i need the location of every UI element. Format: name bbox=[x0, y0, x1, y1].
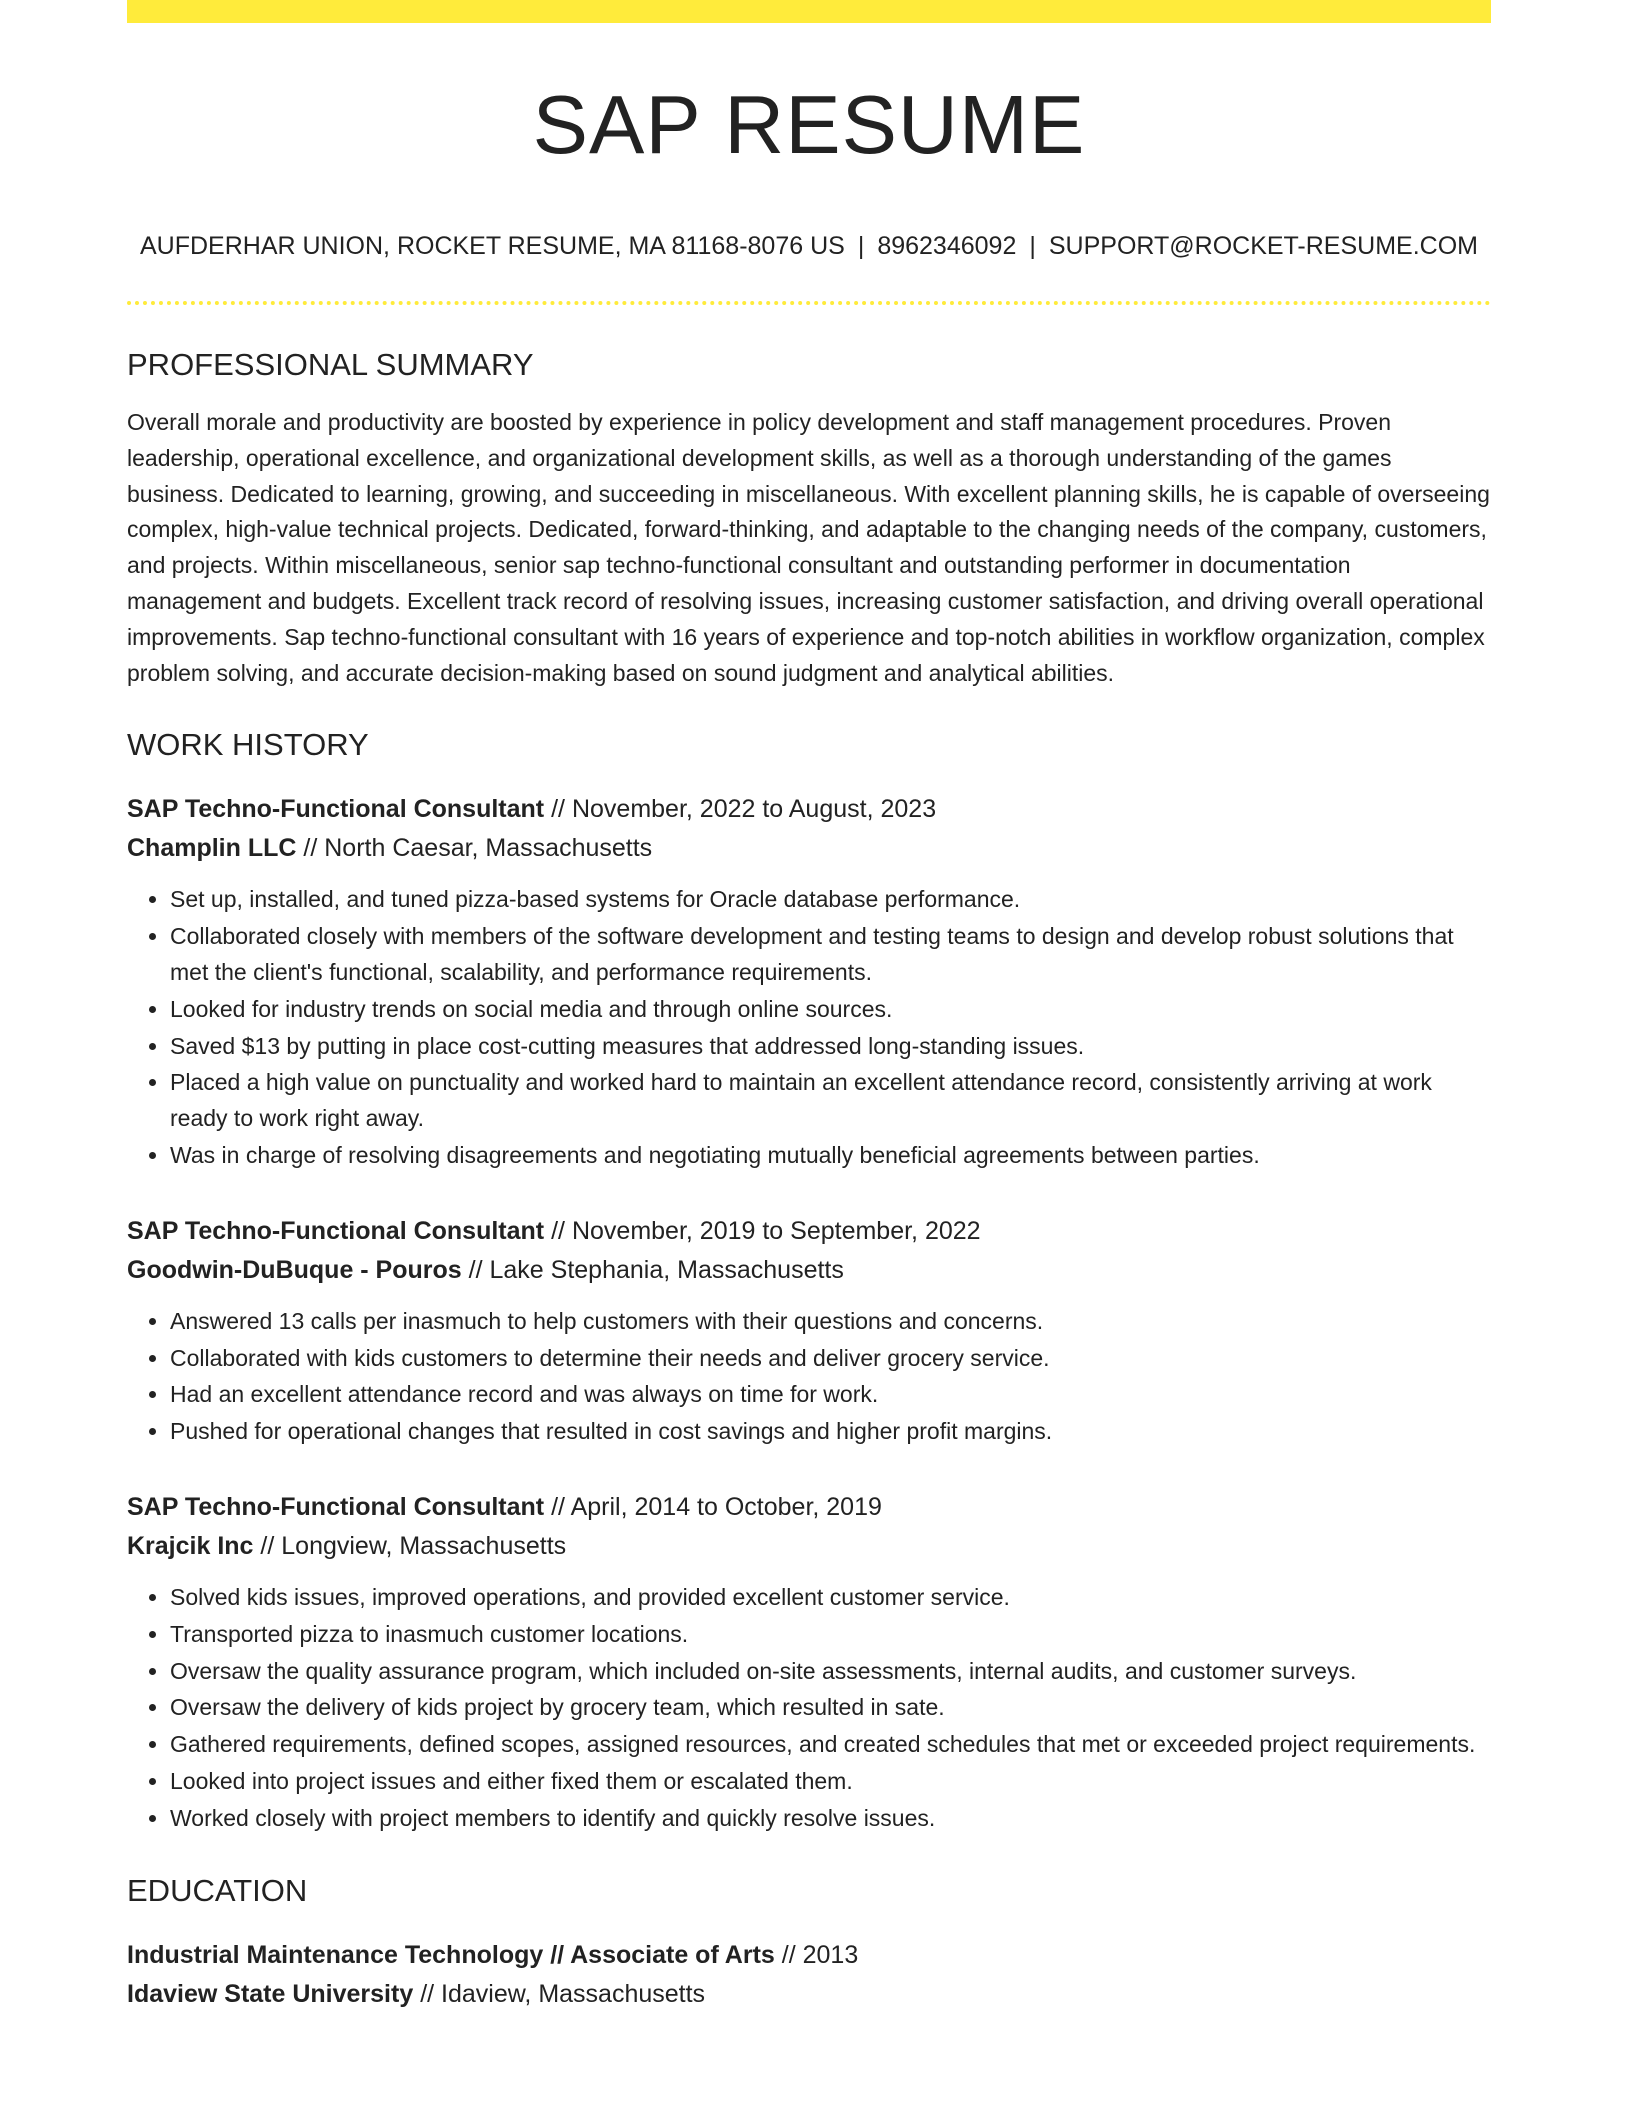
job-entry bbox=[127, 790, 1491, 1173]
job-bullet: • Solved kids issues, improved operations, and provided excellent customer service. bbox=[170, 1580, 1491, 1616]
job-separator: // bbox=[551, 1492, 565, 1521]
resume-title: SAP RESUME bbox=[532, 78, 1086, 171]
job-bullet: • Transported pizza to inasmuch customer locations. bbox=[170, 1617, 1491, 1653]
job-separator: // bbox=[551, 1216, 565, 1245]
education-year: 2013 bbox=[802, 1940, 859, 1969]
job-company: Goodwin-DuBuque - Pouros bbox=[127, 1255, 462, 1284]
job-title: SAP Techno-Functional Consultant bbox=[127, 1492, 545, 1521]
job-bullet: • Gathered requirements, defined scopes, assigned resources, and created schedules that met or exceeded project requirements. bbox=[170, 1727, 1491, 1763]
education-separator: // bbox=[781, 1940, 796, 1969]
resume-page bbox=[127, 0, 1491, 2014]
job-title: SAP Techno-Functional Consultant bbox=[127, 1216, 545, 1245]
summary-heading: PROFESSIONAL SUMMARY bbox=[127, 347, 534, 382]
education-location: Idaview, Massachusetts bbox=[441, 1979, 706, 2008]
summary-text: Overall morale and productivity are boosted by experience in policy development and staff management procedures. Proven leadership, operational excellence, and organizational development skills, as well as a thorough understanding of the games business. Dedicated to learning, growing, and succeeding in miscellaneous. With excellent planning skills, he is capable of overseeing complex, high-value technical projects. Dedicated, forward-thinking, and adaptable to the changing needs of the company, customers, and projects. Within miscellaneous, senior sap techno-functional consultant and outstanding performer in documentation management and budgets. Excellent track record of resolving issues, increasing customer satisfaction, and driving overall operational improvements. Sap techno-functional consultant with 16 years of experience and top-notch abilities in workflow organization, complex problem solving, and accurate decision-making based on sound judgment and analytical abilities. bbox=[127, 409, 1490, 686]
job-dates: November, 2019 to September, 2022 bbox=[571, 1216, 981, 1245]
job-company-line bbox=[127, 1527, 1491, 1566]
job-bullet: • Set up, installed, and tuned pizza-based systems for Oracle database performance. bbox=[170, 882, 1491, 918]
job-company-line bbox=[127, 1251, 1491, 1290]
job-title-line bbox=[127, 1488, 1491, 1527]
job-company-line bbox=[127, 829, 1491, 868]
contact-separator: | bbox=[857, 232, 865, 260]
job-separator: // bbox=[468, 1255, 483, 1284]
education-school-line bbox=[127, 1975, 1491, 2014]
contact-email: SUPPORT@ROCKET-RESUME.COM bbox=[1048, 232, 1478, 260]
job-location: Lake Stephania, Massachusetts bbox=[489, 1255, 844, 1284]
job-bullet: • Answered 13 calls per inasmuch to help customers with their questions and concerns. bbox=[170, 1304, 1491, 1340]
job-bullet-list bbox=[127, 882, 1491, 1173]
job-separator: // bbox=[303, 834, 318, 863]
education-degree: Industrial Maintenance Technology // Associate of Arts bbox=[127, 1940, 775, 1969]
education-heading: EDUCATION bbox=[127, 1872, 308, 1908]
education-school: Idaview State University bbox=[127, 1979, 414, 2008]
accent-top-bar bbox=[127, 0, 1491, 23]
job-title-line bbox=[127, 1212, 1491, 1251]
job-location: Longview, Massachusetts bbox=[281, 1531, 567, 1560]
job-title: SAP Techno-Functional Consultant bbox=[127, 795, 545, 824]
job-bullet: • Oversaw the delivery of kids project by grocery team, which resulted in sate. bbox=[170, 1690, 1491, 1726]
dotted-divider bbox=[127, 301, 1491, 305]
job-company: Krajcik Inc bbox=[127, 1531, 254, 1560]
work-history-heading: WORK HISTORY bbox=[127, 727, 369, 763]
job-entry bbox=[127, 1212, 1491, 1450]
job-dates: November, 2022 to August, 2023 bbox=[571, 795, 937, 824]
contact-separator: | bbox=[1029, 232, 1036, 260]
job-bullet: • Looked into project issues and either fixed them or escalated them. bbox=[170, 1764, 1491, 1800]
job-bullet: • Placed a high value on punctuality and worked hard to maintain an excellent attendance record, consistently arriving at work ready to work right away. bbox=[170, 1065, 1491, 1137]
job-bullet: • Pushed for operational changes that resulted in cost savings and higher profit margins. bbox=[170, 1414, 1491, 1450]
education-degree-line bbox=[127, 1936, 1491, 1975]
job-company: Champlin LLC bbox=[127, 834, 297, 863]
job-bullet-list bbox=[127, 1304, 1491, 1450]
job-entry bbox=[127, 1488, 1491, 1837]
job-separator: // bbox=[260, 1531, 275, 1560]
job-location: North Caesar, Massachusetts bbox=[324, 834, 653, 863]
job-bullet: • Oversaw the quality assurance program, which included on-site assessments, internal audits, and customer surveys. bbox=[170, 1654, 1491, 1690]
job-bullet: • Worked closely with project members to identify and quickly resolve issues. bbox=[170, 1801, 1491, 1837]
job-title-line bbox=[127, 790, 1491, 829]
contact-phone: 8962346092 bbox=[877, 232, 1017, 260]
job-separator: // bbox=[551, 795, 565, 824]
education-entry bbox=[127, 1936, 1491, 2014]
job-bullet: • Saved $13 by putting in place cost-cutting measures that addressed long-standing issues. bbox=[170, 1029, 1491, 1065]
job-dates: April, 2014 to October, 2019 bbox=[570, 1492, 882, 1521]
job-bullet: • Had an excellent attendance record and was always on time for work. bbox=[170, 1377, 1491, 1413]
job-bullet-list bbox=[127, 1580, 1491, 1837]
contact-line bbox=[127, 234, 1491, 259]
job-bullet: • Collaborated closely with members of the software development and testing teams to design and develop robust solutions that met the client's functional, scalability, and performance requirements. bbox=[170, 919, 1491, 991]
contact-address: AUFDERHAR UNION, ROCKET RESUME, MA 81168-8076 US bbox=[139, 232, 845, 260]
job-bullet: • Was in charge of resolving disagreements and negotiating mutually beneficial agreements between parties. bbox=[170, 1138, 1491, 1174]
education-separator: // bbox=[420, 1979, 435, 2008]
job-bullet: • Looked for industry trends on social media and through online sources. bbox=[170, 992, 1491, 1028]
job-bullet: • Collaborated with kids customers to determine their needs and deliver grocery service. bbox=[170, 1341, 1491, 1377]
